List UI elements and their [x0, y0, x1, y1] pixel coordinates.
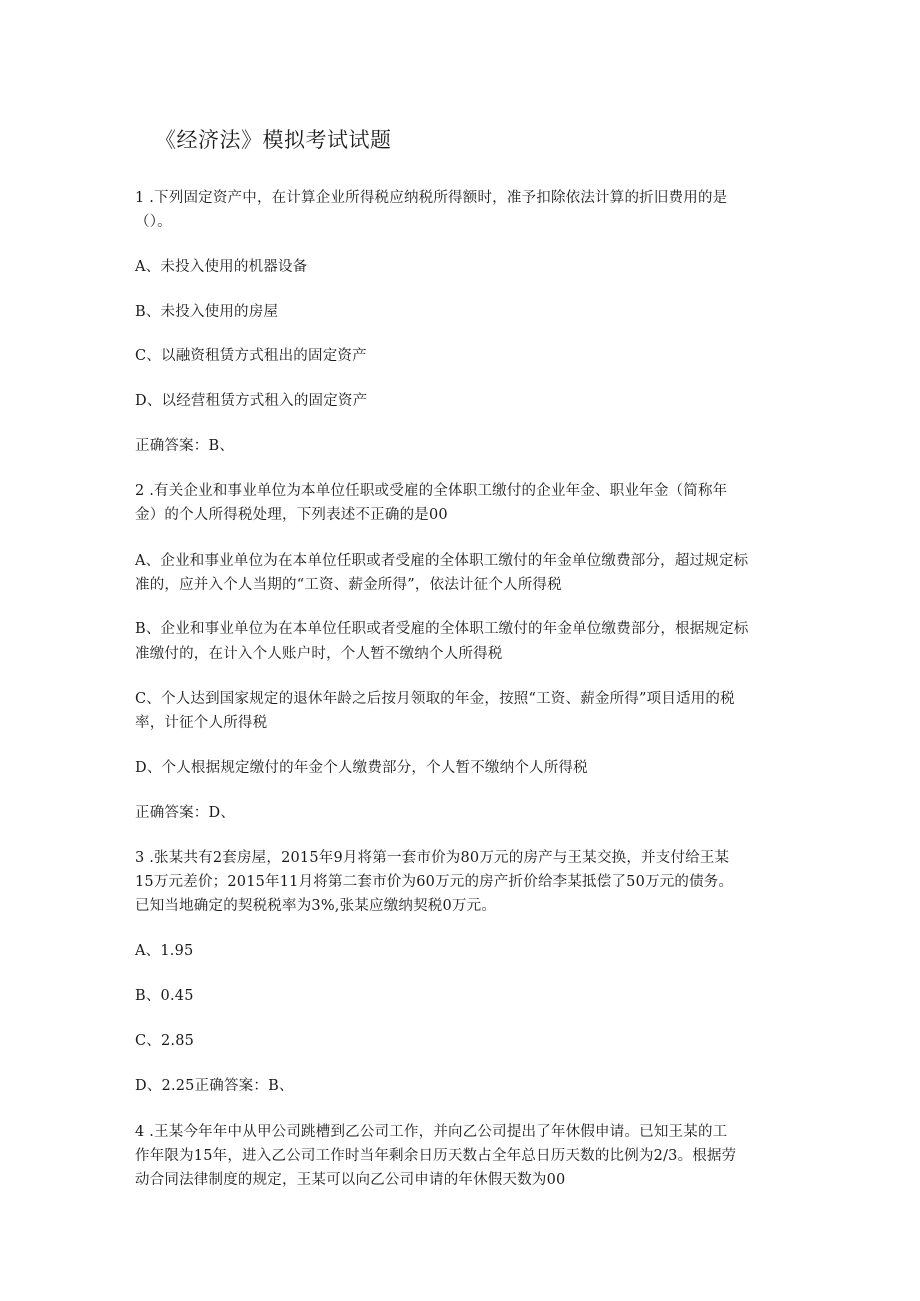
question-3-stem-line-2: 15万元差价；2015年11月将第二套市价为60万元的房产折价给李某抵偿了50万元的债务。	[135, 874, 734, 890]
question-2-option-c-line-1: C、个人达到国家规定的退休年龄之后按月领取的年金，按照“工资、薪金所得”项目适用的税	[135, 691, 735, 707]
question-1-option-a: A、未投入使用的机器设备	[135, 259, 308, 275]
question-3-stem-line-3: 已知当地确定的契税税率为3%,张某应缴纳契税0万元。	[135, 898, 497, 914]
question-3-option-c: C、2.85	[135, 1033, 195, 1049]
question-2-option-b-line-2: 准缴付的，在计入个人账户时，个人暂不缴纳个人所得税	[135, 646, 503, 662]
question-3-option-a: A、1.95	[135, 943, 194, 959]
question-2-stem-line-2: 金）的个人所得税处理，下列表述不正确的是00	[135, 507, 448, 523]
question-1-stem-line-2: （）。	[135, 214, 172, 230]
question-2-option-d: D、个人根据规定缴付的年金个人缴费部分，个人暂不缴纳个人所得税	[135, 760, 588, 776]
question-3-option-d-and-answer: D、2.25正确答案：B、	[135, 1078, 294, 1094]
question-1-stem-line-1: 1 .下列固定资产中，在计算企业所得税应纳税所得额时，准予扣除依法计算的折旧费用的是	[135, 190, 728, 206]
question-3-stem-line-1: 3 .张某共有2套房屋，2015年9月将第一套市价为80万元的房产与王某交换，并支付给王某	[135, 850, 730, 866]
question-1-option-d: D、以经营租赁方式租入的固定资产	[135, 393, 368, 409]
question-2-option-b-line-1: B、企业和事业单位为在本单位任职或者受雇的全体职工缴付的年金单位缴费部分，根据规定标	[135, 621, 749, 637]
question-1-answer: 正确答案：B、	[135, 438, 235, 454]
question-2-option-a-line-1: A、企业和事业单位为在本单位任职或者受雇的全体职工缴付的年金单位缴费部分，超过规定标	[135, 553, 749, 569]
question-4-stem-line-3: 动合同法律制度的规定，王某可以向乙公司申请的年休假天数为00	[135, 1172, 566, 1188]
question-1-option-b: B、未投入使用的房屋	[135, 304, 279, 320]
question-2-option-c-line-2: 率，计征个人所得税	[135, 715, 268, 731]
question-4-stem-line-2: 作年限为15年，进入乙公司工作时当年剩余日历天数占全年总日历天数的比例为2/3。根据劳	[135, 1148, 737, 1164]
question-2-stem-line-1: 2 .有关企业和事业单位为本单位任职或受雇的全体职工缴付的企业年金、职业年金（简称年	[135, 483, 728, 499]
question-2-option-a-line-2: 准的，应并入个人当期的“工资、薪金所得”，依法计征个人所得税	[135, 577, 562, 593]
question-3-option-b: B、0.45	[135, 988, 194, 1004]
question-4-stem-line-1: 4 .王某今年年中从甲公司跳槽到乙公司工作，并向乙公司提出了年休假申请。已知王某的工	[135, 1124, 728, 1140]
question-2-answer: 正确答案：D、	[135, 805, 236, 821]
page-title: 《经济法》模拟考试试题	[155, 128, 392, 152]
question-1-option-c: C、以融资租赁方式租出的固定资产	[135, 348, 367, 364]
